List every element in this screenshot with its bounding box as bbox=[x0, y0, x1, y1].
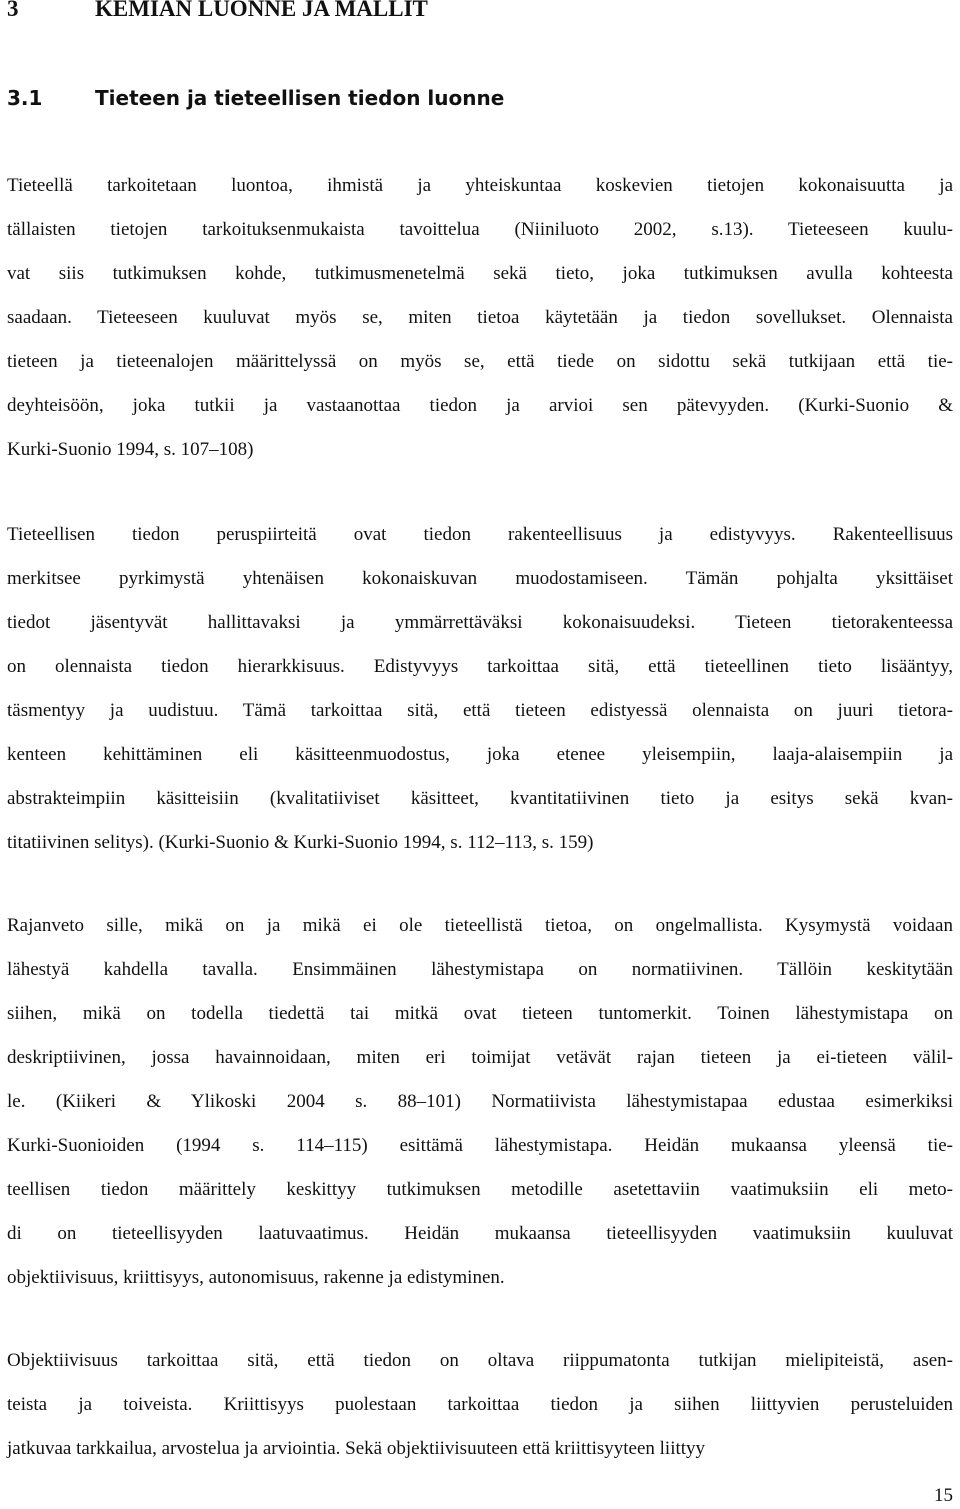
paragraph-line: tiedot jäsentyvät hallittavaksi ja ymmärrettäväksi kokonaisuudeksi. Tieteen tietorakenteessa bbox=[7, 612, 953, 633]
paragraph-line: täsmentyy ja uudistuu. Tämä tarkoittaa sitä, että tieteen edistyessä olennaista on juuri tietora- bbox=[7, 700, 953, 721]
paragraph-line: jatkuvaa tarkkailua, arvostelua ja arviointia. Sekä objektiivisuuteen että kriittisyyteen liittyy bbox=[7, 1438, 706, 1459]
paragraph-line: Tieteellä tarkoitetaan luontoa, ihmistä ja yhteiskuntaa koskevien tietojen kokonaisuutta ja bbox=[7, 175, 953, 196]
paragraph-line: vat siis tutkimuksen kohde, tutkimusmenetelmä sekä tieto, joka tutkimuksen avulla kohteesta bbox=[7, 263, 953, 284]
chapter-heading bbox=[7, 0, 428, 24]
paragraph-line: tällaisten tietojen tarkoituksenmukaista tavoittelua (Niiniluoto 2002, s.13). Tieteeseen kuulu- bbox=[7, 219, 953, 240]
paragraph-4 bbox=[7, 1339, 953, 1471]
paragraph-line: Objektiivisuus tarkoittaa sitä, että tiedon on oltava riippumatonta tutkijan mielipiteistä, asen- bbox=[7, 1350, 953, 1371]
page-number: 15 bbox=[934, 1485, 953, 1506]
section-number: 3.1 bbox=[7, 86, 43, 110]
paragraph-line: on olennaista tiedon hierarkkisuus. Edistyvyys tarkoittaa sitä, että tieteellinen tieto lisääntyy, bbox=[7, 656, 953, 677]
paragraph-line: kenteen kehittäminen eli käsitteenmuodostus, joka etenee yleisempiin, laaja-alaisempiin ja bbox=[7, 744, 953, 765]
paragraph-line: Kurki-Suonio 1994, s. 107–108) bbox=[7, 439, 254, 460]
paragraph-line: merkitsee pyrkimystä yhtenäisen kokonaiskuvan muodostamiseen. Tämän pohjalta yksittäiset bbox=[7, 568, 953, 589]
paragraph-line: Rajanveto sille, mikä on ja mikä ei ole tieteellistä tietoa, on ongelmallista. Kysymystä voidaan bbox=[7, 915, 953, 936]
paragraph-line: tieteen ja tieteenalojen määrittelyssä on myös se, että tiede on sidottu sekä tutkijaan että tie- bbox=[7, 351, 953, 372]
paragraph-line: objektiivisuus, kriittisyys, autonomisuus, rakenne ja edistyminen. bbox=[7, 1267, 505, 1288]
paragraph-line: le. (Kiikeri & Ylikoski 2004 s. 88–101) Normatiivista lähestymistapaa edustaa esimerkiksi bbox=[7, 1091, 953, 1112]
paragraph-line: deyhteisöön, joka tutkii ja vastaanottaa tiedon ja arvioi sen pätevyyden. (Kurki-Suonio & bbox=[7, 395, 953, 416]
paragraph-line: teellisen tiedon määrittely keskittyy tutkimuksen metodille asetettaviin vaatimuksiin eli meto- bbox=[7, 1179, 953, 1200]
section-title: Tieteen ja tieteellisen tiedon luonne bbox=[95, 86, 505, 110]
paragraph-line: Kurki-Suonioiden (1994 s. 114–115) esittämä lähestymistapa. Heidän mukaansa yleensä tie- bbox=[7, 1135, 953, 1156]
paragraph-line: siihen, mikä on todella tiedettä tai mitkä ovat tieteen tuntomerkit. Toinen lähestymistapa on bbox=[7, 1003, 953, 1024]
paragraph-1 bbox=[7, 164, 953, 472]
paragraph-line: Tieteellisen tiedon peruspiirteitä ovat tiedon rakenteellisuus ja edistyvyys. Rakenteellisuus bbox=[7, 524, 953, 545]
paragraph-line: abstrakteimpiin käsitteisiin (kvalitatiiviset käsitteet, kvantitatiivinen tieto ja esitys sekä kvan- bbox=[7, 788, 953, 809]
paragraph-3 bbox=[7, 904, 953, 1300]
paragraph-line: teista ja toiveista. Kriittisyys puolestaan tarkoittaa tiedon ja siihen liittyvien perusteluiden bbox=[7, 1394, 953, 1415]
paragraph-line: titatiivinen selitys). (Kurki-Suonio & Kurki-Suonio 1994, s. 112–113, s. 159) bbox=[7, 832, 594, 853]
paragraph-line: saadaan. Tieteeseen kuuluvat myös se, miten tietoa käytetään ja tiedon sovellukset. Olennaista bbox=[7, 307, 953, 328]
paragraph-line: deskriptiivinen, jossa havainnoidaan, miten eri toimijat vetävät rajan tieteen ja ei-tieteen välil- bbox=[7, 1047, 953, 1068]
section-heading bbox=[7, 83, 504, 113]
paragraph-line: di on tieteellisyyden laatuvaatimus. Heidän mukaansa tieteellisyyden vaatimuksiin kuuluvat bbox=[7, 1223, 953, 1244]
chapter-number: 3 bbox=[7, 0, 19, 21]
chapter-title: KEMIAN LUONNE JA MALLIT bbox=[95, 0, 428, 21]
paragraph-line: lähestyä kahdella tavalla. Ensimmäinen lähestymistapa on normatiivinen. Tällöin keskitytään bbox=[7, 959, 953, 980]
paragraph-2 bbox=[7, 513, 953, 865]
